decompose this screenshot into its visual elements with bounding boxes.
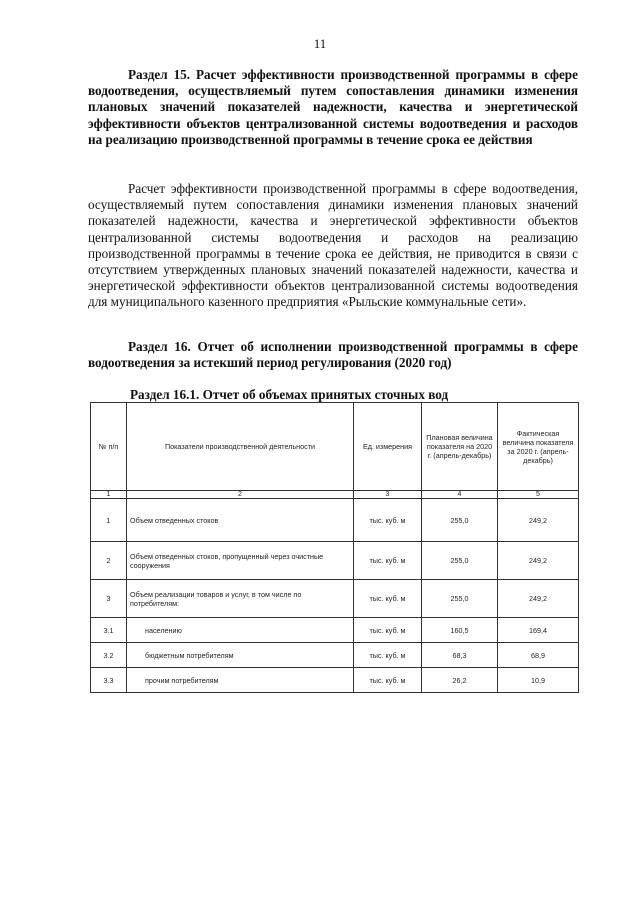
header-fact: Фактическая величина показателя за 2020 г. (апрель-декабрь)	[498, 403, 579, 491]
row-fact-value: 10,9	[498, 668, 579, 693]
row-number: 3.1	[91, 618, 127, 643]
row-number: 3.2	[91, 643, 127, 668]
row-fact-value: 249,2	[498, 542, 579, 580]
row-unit: тыс. куб. м	[354, 668, 422, 693]
row-indicator: Объем реализации товаров и услуг, в том числе по потребителям:	[127, 580, 354, 618]
row-unit: тыс. куб. м	[354, 643, 422, 668]
column-number: 3	[354, 491, 422, 499]
row-fact-value: 249,2	[498, 499, 579, 542]
row-plan-value: 255,0	[422, 499, 498, 542]
row-fact-value: 68,9	[498, 643, 579, 668]
column-number: 4	[422, 491, 498, 499]
row-number: 2	[91, 542, 127, 580]
wastewater-volumes-table	[90, 402, 579, 693]
header-indicator: Показатели производственной деятельности	[127, 403, 354, 491]
row-unit: тыс. куб. м	[354, 499, 422, 542]
row-unit: тыс. куб. м	[354, 542, 422, 580]
header-plan: Плановая величина показателя на 2020 г. (апрель-декабрь)	[422, 403, 498, 491]
column-number: 2	[127, 491, 354, 499]
column-number: 5	[498, 491, 579, 499]
row-fact-value: 169,4	[498, 618, 579, 643]
header-unit: Ед. измерения	[354, 403, 422, 491]
row-plan-value: 68,3	[422, 643, 498, 668]
header-number: № п/п	[91, 403, 127, 491]
section-15-body: Расчет эффективности производственной программы в сфере водоотведения, осуществляемый путем сопоставления динамики изменения плановых значений показателей надежности, качества и энергетической эффективности объектов централизованной системы водоотведения и расходов на реализацию производственной программы в течение срока ее действия, не приводится в связи с отсутствием утвержденных плановых значений показателей надежности, качества и энергетической эффективности объектов централизованной системы водоотведения для муниципального казенного предприятия «Рыльские коммунальные сети».	[88, 181, 578, 310]
column-number: 1	[91, 491, 127, 499]
row-indicator: бюджетным потребителям	[127, 643, 354, 668]
row-unit: тыс. куб. м	[354, 618, 422, 643]
table-row	[91, 618, 579, 643]
row-indicator: Объем отведенных стоков, пропущенный через очистные сооружения	[127, 542, 354, 580]
row-number: 3.3	[91, 668, 127, 693]
row-plan-value: 160,5	[422, 618, 498, 643]
row-indicator: прочим потребителям	[127, 668, 354, 693]
table-row	[91, 643, 579, 668]
row-indicator: Объем отведенных стоков	[127, 499, 354, 542]
row-plan-value: 26,2	[422, 668, 498, 693]
row-plan-value: 255,0	[422, 580, 498, 618]
table-row	[91, 499, 579, 542]
row-fact-value: 249,2	[498, 580, 579, 618]
table-header-row	[91, 403, 579, 491]
section-15-heading: Раздел 15. Расчет эффективности производственной программы в сфере водоотведения, осуществляемый путем сопоставления динамики изменения плановых значений показателей надежности, качества и энергетической эффективности объектов централизованной системы водоотведения и расходов на реализацию производственной программы в течение срока ее действия	[88, 67, 578, 147]
column-number-row	[91, 491, 579, 499]
row-plan-value: 255,0	[422, 542, 498, 580]
section-16-heading: Раздел 16. Отчет об исполнении производственной программы в сфере водоотведения за истекший период регулирования (2020 год)	[88, 339, 578, 371]
row-indicator: населению	[127, 618, 354, 643]
table-row	[91, 668, 579, 693]
row-unit: тыс. куб. м	[354, 580, 422, 618]
section-16-1-heading: Раздел 16.1. Отчет об объемах принятых сточных вод	[130, 387, 449, 402]
row-number: 3	[91, 580, 127, 618]
table-row	[91, 542, 579, 580]
row-number: 1	[91, 499, 127, 542]
page-number: 11	[313, 36, 327, 51]
table-row	[91, 580, 579, 618]
